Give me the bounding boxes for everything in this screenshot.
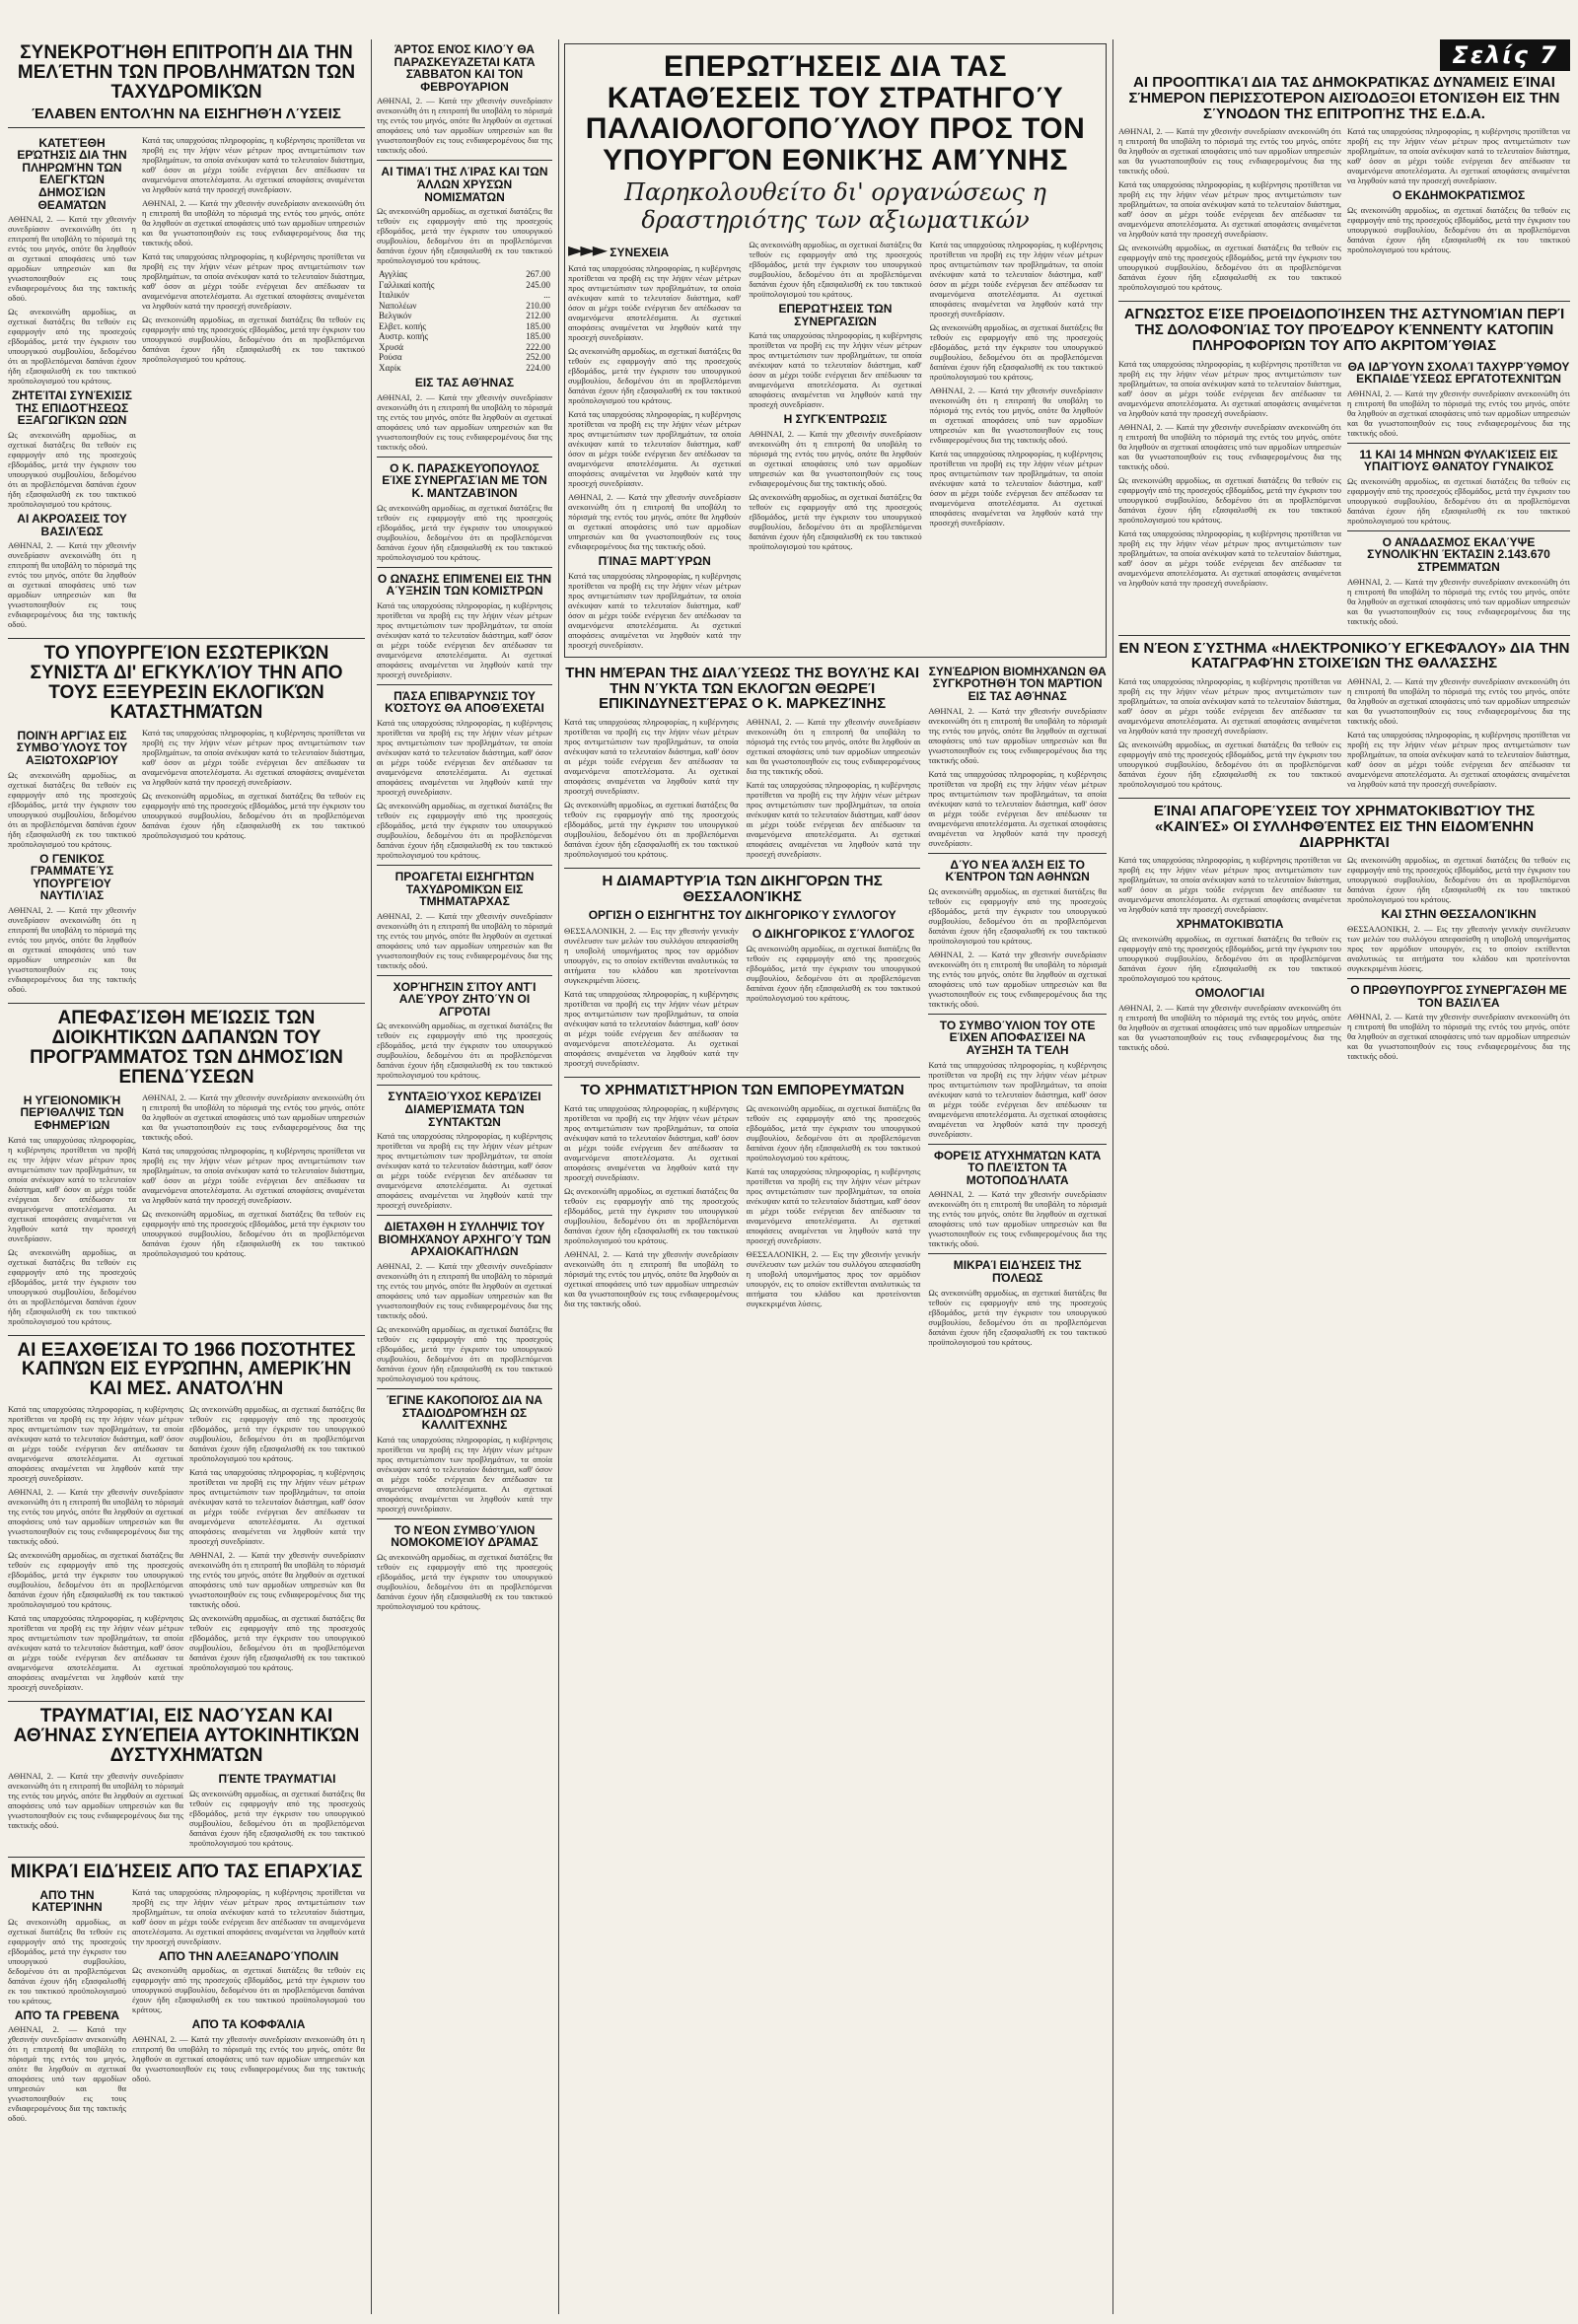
article-text: ΑΘΗΝΑΙ, 2. — Κατά την χθεσινήν συνεδρίασιν ανεκοινώθη ότι η επιτροπή θα υποβάλη το πόρισμά της εντός του μηνός, οπότε θα ληφθούν αι σχετικαί αποφάσεις υπό των αρμοδίων υπηρεσιών και θα γνωστοποιηθούν εις τους ενδιαφερομένους δια της τακτικής οδού. bbox=[1118, 1002, 1341, 1052]
article-text: Ως ανεκοινώθη αρμοδίως, αι σχετικαί διατάξεις θα τεθούν εις εφαρμογήν από της προσεχούς εβδομάδος, μετά την έγκρισιν του υπουργικού συμβουλίου, δεδομένου ότι αι προβλεπόμεναι δαπάναι έχουν ήδη εξασφαλισθή εκ του τακτικού προϋπολογισμού του κράτους. bbox=[1347, 475, 1570, 526]
headline: ΑΠΌ ΤΑ ΚΟΦΦΆΛΙΑ bbox=[191, 2017, 306, 2032]
article-text: Ως ανεκοινώθη αρμοδίως, αι σχετικαί διατάξεις θα τεθούν εις εφαρμογήν από της προσεχούς εβδομάδος, μετά την έγκρισιν του υπουργικού συμβουλίου, δεδομένου ότι αι προβλεπόμεναι δαπάναι έχουν ήδη εξασφαλισθή εκ του τακτικού προϋπολογισμού του κράτους. bbox=[568, 346, 742, 406]
article-text: Ως ανεκοινώθη αρμοδίως, αι σχετικαί διατάξεις θα τεθούν εις εφαρμογήν από της προσεχούς εβδομάδος, μετά την έγκρισιν του υπουργικού συμβουλίου, δεδομένου ότι αι προβλεπόμεναι δαπάναι έχουν ήδη εξασφαλισθή εκ του τακτικού προϋπολογισμού του κράτους. bbox=[142, 314, 365, 364]
headline: ΔΎΟ ΝΈΑ ΆΛΣΗ ΕΙΣ ΤΟ ΚΈΝΤΡΟΝ ΤΩΝ ΑΘΗΝΏΝ bbox=[945, 857, 1090, 884]
coin-price: 185.00 bbox=[526, 320, 550, 331]
column-3 bbox=[564, 39, 1107, 2314]
headline: ΚΑΤΕΤΈΘΗ ΕΡΏΤΗΣΙΣ ΔΙΑ ΤΗΝ ΠΛΗΡΩΜΉΝ ΤΩΝ ΕΛΕΓΚΤΏΝ ΔΗΜΟΣΊΩΝ ΘΕΑΜΆΤΩΝ bbox=[17, 135, 127, 212]
column-rule bbox=[1112, 39, 1113, 2314]
article-text: ΑΘΗΝΑΙ, 2. — Κατά την χθεσινήν συνεδρίασιν ανεκοινώθη ότι η επιτροπή θα υποβάλη το πόρισμά της εντός του μηνός, οπότε θα ληφθούν αι σχετικαί αποφάσεις υπό των αρμοδίων υπηρεσιών και θα γνωστοποιηθούν εις τους ενδιαφερομένους δια της τακτικής οδού. bbox=[8, 214, 136, 304]
article-text: Ως ανεκοινώθη αρμοδίως, αι σχετικαί διατάξεις θα τεθούν εις εφαρμογήν από της προσεχούς εβδομάδος, μετά την έγκρισιν του υπουργικού συμβουλίου, δεδομένου ότι αι προβλεπόμεναι δαπάναι έχουν ήδη εξασφαλισθή εκ του τακτικού προϋπολογισμού του κράτους. bbox=[564, 1185, 739, 1245]
headline: ΕΠΕΡΩΤΉΣΕΙΣ ΤΩΝ ΣΥΝΕΡΓΑΣΙΏΝ bbox=[778, 302, 893, 328]
article-text: ΑΘΗΝΑΙ, 2. — Κατά την χθεσινήν συνεδρίασιν ανεκοινώθη ότι η επιτροπή θα υποβάλη το πόρισμά της εντός του μηνός, οπότε θα ληφθούν αι σχετικαί αποφάσεις υπό των αρμοδίων υπηρεσιών και θα γνωστοποιηθούν εις τους ενδιαφερομένους δια της τακτικής οδού. bbox=[142, 1092, 365, 1142]
coin-price: 224.00 bbox=[526, 362, 550, 373]
article-text: ΘΕΣΣΑΛΟΝΙΚΗ, 2. — Εις την χθεσινήν γενικήν συνέλευσιν των μελών του συλλόγου απεφασίσθη η υποβολή υπομνήματος προς τον αρμόδιον υπουργόν, εις το οποίον εκτίθενται αναλυτικώς τα αιτήματα του κλάδου και προτείνονται συγκεκριμέναι λύσεις. bbox=[746, 1248, 921, 1308]
headline: ΑΠΌ ΤΗΝ ΑΛΕΞΑΝΔΡΟΎΠΟΛΙΝ bbox=[158, 1948, 339, 1963]
article-text: Κατά τας υπαρχούσας πληροφορίας, η κυβέρνησις προτίθεται να προβή εις την λήψιν νέων μέτρων προς αντιμετώπισιν των προβλημάτων, τα οποία ανέκυψαν κατά το τελευταίον διάστημα, καθ' όσον αι μέχρι τούδε ενέργειαι δεν απέδωσαν τα αναμενόμενα αποτελέσματα. Αι σχετικαί αποφάσεις αναμένεται να ληφθούν κατά την προσεχή συνεδρίασιν. bbox=[377, 1131, 552, 1211]
headline: ΑΠΕΦΑΣΊΣΘΗ ΜΕΊΩΣΙΣ ΤΩΝ ΔΙΟΙΚΗΤΙΚΏΝ ΔΑΠΑΝΏΝ ΤΟΥ ΠΡΟΓΡΆΜΜΑΤΟΣ ΤΩΝ ΔΗΜΟΣΊΩΝ ΕΠΕΝΔΎΣΕΩΝ bbox=[30, 1008, 343, 1088]
article-text: Κατά τας υπαρχούσας πληροφορίας, η κυβέρνησις προτίθεται να προβή εις την λήψιν νέων μέτρων προς αντιμετώπισιν των προβλημάτων, τα οποία ανέκυψαν κατά το τελευταίον διάστημα, καθ' όσον αι μέχρι τούδε ενέργειαι δεν απέδωσαν τα αναμενόμενα αποτελέσματα. Αι σχετικαί αποφάσεις αναμένεται να ληφθούν κατά την προσεχή συνεδρίασιν. bbox=[568, 570, 742, 650]
article-text: Κατά τας υπαρχούσας πληροφορίας, η κυβέρνησις προτίθεται να προβή εις την λήψιν νέων μέτρων προς αντιμετώπισιν των προβλημάτων, τα οποία ανέκυψαν κατά το τελευταίον διάστημα, καθ' όσον αι μέχρι τούδε ενέργειαι δεν απέδωσαν τα αναμενόμενα αποτελέσματα. Αι σχετικαί αποφάσεις αναμένεται να ληφθούν κατά την προσεχή συνεδρίασιν. bbox=[377, 717, 552, 797]
coin-price-row bbox=[377, 331, 552, 342]
coin-price: ... bbox=[543, 290, 550, 301]
headline: ΑΙ ΑΚΡΟΆΣΕΙΣ ΤΟΥ ΒΑΣΙΛΈΩΣ bbox=[17, 511, 127, 538]
continuation-label: ΣΥΝΕΧΕΙΑ bbox=[610, 246, 670, 260]
article-text: Κατά τας υπαρχούσας πληροφορίας, η κυβέρνησις προτίθεται να προβή εις την λήψιν νέων μέτρων προς αντιμετώπισιν των προβλημάτων, τα οποία ανέκυψαν κατά το τελευταίον διάστημα, καθ' όσον αι μέχρι τούδε ενέργειαι δεν απέδωσαν τα αναμενόμενα αποτελέσματα. Αι σχετικαί αποφάσεις αναμένεται να ληφθούν κατά την προσεχή συνεδρίασιν. bbox=[1347, 126, 1570, 186]
headline: ΧΡΗΜΑΤΟΚΙΒΏΤΙΑ bbox=[1176, 917, 1284, 932]
article-text: ΑΘΗΝΑΙ, 2. — Κατά την χθεσινήν συνεδρίασιν ανεκοινώθη ότι η επιτροπή θα υποβάλη το πόρισμά της εντός του μηνός, οπότε θα ληφθούν αι σχετικαί αποφάσεις υπό των αρμοδίων υπηρεσιών και θα γνωστοποιηθούν εις τους ενδιαφερομένους δια της τακτικής οδού. bbox=[929, 386, 1103, 446]
article-text: Κατά τας υπαρχούσας πληροφορίας, η κυβέρνησις προτίθεται να προβή εις την λήψιν νέων μέτρων προς αντιμετώπισιν των προβλημάτων, τα οποία ανέκυψαν κατά το τελευταίον διάστημα, καθ' όσον αι μέχρι τούδε ενέργειαι δεν απέδωσαν τα αναμενόμενα αποτελέσματα. Αι σχετικαί αποφάσεις αναμένεται να ληφθούν κατά την προσεχή συνεδρίασιν. bbox=[142, 727, 365, 787]
coin-price-row bbox=[377, 311, 552, 321]
article-text: ΑΘΗΝΑΙ, 2. — Κατά την χθεσινήν συνεδρίασιν ανεκοινώθη ότι η επιτροπή θα υποβάλη το πόρισμά της εντός του μηνός, οπότε θα ληφθούν αι σχετικαί αποφάσεις υπό των αρμοδίων υπηρεσιών και θα γνωστοποιηθούν εις τους ενδιαφερομένους δια της τακτικής οδού. bbox=[928, 705, 1107, 765]
coin-price: 245.00 bbox=[526, 279, 550, 290]
article-text: Ως ανεκοινώθη αρμοδίως, αι σχετικαί διατάξεις θα τεθούν εις εφαρμογήν από της προσεχούς εβδομάδος, μετά την έγκρισιν του υπουργικού συμβουλίου, δεδομένου ότι αι προβλεπόμεναι δαπάναι έχουν ήδη εξασφαλισθή εκ του τακτικού προϋπολογισμού του κράτους. bbox=[746, 1102, 921, 1162]
article-text: ΑΘΗΝΑΙ, 2. — Κατά την χθεσινήν συνεδρίασιν ανεκοινώθη ότι η επιτροπή θα υποβάλη το πόρισμά της εντός του μηνός, οπότε θα ληφθούν αι σχετικαί αποφάσεις υπό των αρμοδίων υπηρεσιών και θα γνωστοποιηθούν εις τους ενδιαφερομένους δια της τακτικής οδού. bbox=[377, 1261, 552, 1321]
article-text: Κατά τας υπαρχούσας πληροφορίας, η κυβέρνησις προτίθεται να προβή εις την λήψιν νέων μέτρων προς αντιμετώπισιν των προβλημάτων, τα οποία ανέκυψαν κατά το τελευταίον διάστημα, καθ' όσον αι μέχρι τούδε ενέργειαι δεν απέδωσαν τα αναμενόμενα αποτελέσματα. Αι σχετικαί αποφάσεις αναμένεται να ληφθούν κατά την προσεχή συνεδρίασιν. bbox=[1118, 676, 1341, 737]
headline: ΔΙΕΤΑΧΘΗ Η ΣΥΛΛΗΨΙΣ ΤΟΥ ΒΙΟΜΗΧΆΝΟΥ ΑΡΧΗΓΟΎ ΤΩΝ ΑΡΧΑΙΟΚΑΠΉΛΩΝ bbox=[378, 1220, 551, 1259]
coin-price-row bbox=[377, 280, 552, 291]
article-text: Κατά τας υπαρχούσας πληροφορίας, η κυβέρνησις προτίθεται να προβή εις την λήψιν νέων μέτρων προς αντιμετώπισιν των προβλημάτων, τα οποία ανέκυψαν κατά το τελευταίον διάστημα, καθ' όσον αι μέχρι τούδε ενέργειαι δεν απέδωσαν τα αναμενόμενα αποτελέσματα. Αι σχετικαί αποφάσεις αναμένεται να ληφθούν κατά την προσεχή συνεδρίασιν. bbox=[928, 768, 1107, 848]
article-text: ΑΘΗΝΑΙ, 2. — Κατά την χθεσινήν συνεδρίασιν ανεκοινώθη ότι η επιτροπή θα υποβάλη το πόρισμά της εντός του μηνός, οπότε θα ληφθούν αι σχετικαί αποφάσεις υπό των αρμοδίων υπηρεσιών και θα γνωστοποιηθούν εις τους ενδιαφερομένους δια της τακτικής οδού. bbox=[377, 96, 552, 156]
article-text: Κατά τας υπαρχούσας πληροφορίας, η κυβέρνησις προτίθεται να προβή εις την λήψιν νέων μέτρων προς αντιμετώπισιν των προβλημάτων, τα οποία ανέκυψαν κατά το τελευταίον διάστημα, καθ' όσον αι μέχρι τούδε ενέργειαι δεν απέδωσαν τα αναμενόμενα αποτελέσματα. Αι σχετικαί αποφάσεις αναμένεται να ληφθούν κατά την προσεχή συνεδρίασιν. bbox=[749, 330, 922, 410]
coin-price: 252.00 bbox=[526, 352, 550, 363]
coin-price-table bbox=[377, 269, 552, 373]
headline: ΦΟΡΕΊΣ ΑΤΥΧΗΜΆΤΩΝ ΚΑΤΆ ΤΟ ΠΛΕΊΣΤΟΝ ΤΑ ΜΟΤΟΠΟΔΉΛΑΤΑ bbox=[933, 1148, 1102, 1187]
article-text: ΑΘΗΝΑΙ, 2. — Κατά την χθεσινήν συνεδρίασιν ανεκοινώθη ότι η επιτροπή θα υποβάλη το πόρισμά της εντός του μηνός, οπότε θα ληφθούν αι σχετικαί αποφάσεις υπό των αρμοδίων υπηρεσιών και θα γνωστοποιηθούν εις τους ενδιαφερομένους δια της τακτικής οδού. bbox=[142, 197, 365, 247]
headline: Η ΔΙΑΜΑΡΤΥΡΊΑ ΤΩΝ ΔΙΚΗΓΌΡΩΝ ΤΗΣ ΘΕΣΣΑΛΟΝΊΚΗΣ bbox=[602, 873, 883, 905]
article-text: ΘΕΣΣΑΛΟΝΙΚΗ, 2. — Εις την χθεσινήν γενικήν συνέλευσιν των μελών του συλλόγου απεφασίσθη η υποβολή υπομνήματος προς τον αρμόδιον υπουργόν, εις το οποίον εκτίθενται αναλυτικώς τα αιτήματα του κλάδου και προτείνονται συγκεκριμέναι λύσεις. bbox=[1347, 924, 1570, 973]
arrow-icon: ►►► bbox=[568, 238, 606, 262]
article-text: ΑΘΗΝΑΙ, 2. — Κατά την χθεσινήν συνεδρίασιν ανεκοινώθη ότι η επιτροπή θα υποβάλη το πόρισμά της εντός του μηνός, οπότε θα ληφθούν αι σχετικαί αποφάσεις υπό των αρμοδίων υπηρεσιών και θα γνωστοποιηθούν εις τους ενδιαφερομένους δια της τακτικής οδού. bbox=[1347, 1012, 1570, 1062]
article-text: ΑΘΗΝΑΙ, 2. — Κατά την χθεσινήν συνεδρίασιν ανεκοινώθη ότι η επιτροπή θα υποβάλη το πόρισμά της εντός του μηνός, οπότε θα ληφθούν αι σχετικαί αποφάσεις υπό των αρμοδίων υπηρεσιών και θα γνωστοποιηθούν εις τους ενδιαφερομένους δια της τακτικής οδού. bbox=[8, 1771, 183, 1831]
headline: Ο ΩΝΆΣΗΣ ΕΠΙΜΈΝΕΙ ΕΙΣ ΤΗΝ ΑΎΞΗΣΙΝ ΤΩΝ ΚΟΜΙΣΤΡΩΝ bbox=[377, 571, 552, 599]
headline: Ο ΔΙΚΗΓΟΡΙΚΌΣ ΣΎΛΛΟΓΟΣ bbox=[752, 927, 915, 942]
headline: ΠΟΙΝΉ ΑΡΓΊΑΣ ΕΙΣ ΣΥΜΒΟΎΛΟΥΣ ΤΟΥ ΑΞΙΩΤΟΧΩΡΊΟΥ bbox=[16, 728, 128, 768]
article-text: Ως ανεκοινώθη αρμοδίως, αι σχετικαί διατάξεις θα τεθούν εις εφαρμογήν από της προσεχούς εβδομάδος, μετά την έγκρισιν του υπουργικού συμβουλίου, δεδομένου ότι αι προβλεπόμεναι δαπάναι έχουν ήδη εξασφαλισθή εκ του τακτικού προϋπολογισμού του κράτους. bbox=[189, 1788, 365, 1848]
article-text: ΑΘΗΝΑΙ, 2. — Κατά την χθεσινήν συνεδρίασιν ανεκοινώθη ότι η επιτροπή θα υποβάλη το πόρισμά της εντός του μηνός, οπότε θα ληφθούν αι σχετικαί αποφάσεις υπό των αρμοδίων υπηρεσιών και θα γνωστοποιηθούν εις τους ενδιαφερομένους δια της τακτικής οδού. bbox=[928, 1189, 1107, 1249]
article-text: ΑΘΗΝΑΙ, 2. — Κατά την χθεσινήν συνεδρίασιν ανεκοινώθη ότι η επιτροπή θα υποβάλη το πόρισμά της εντός του μηνός, οπότε θα ληφθούν αι σχετικαί αποφάσεις υπό των αρμοδίων υπηρεσιών και θα γνωστοποιηθούν εις τους ενδιαφερομένους δια της τακτικής οδού. bbox=[1347, 387, 1570, 438]
coin-price: 222.00 bbox=[526, 341, 550, 352]
article-text: Κατά τας υπαρχούσας πληροφορίας, η κυβέρνησις προτίθεται να προβή εις την λήψιν νέων μέτρων προς αντιμετώπισιν των προβλημάτων, τα οποία ανέκυψαν κατά το τελευταίον διάστημα, καθ' όσον αι μέχρι τούδε ενέργειαι δεν απέδωσαν τα αναμενόμενα αποτελέσματα. Αι σχετικαί αποφάσεις αναμένεται να ληφθούν κατά την προσεχή συνεδρίασιν. bbox=[142, 250, 365, 311]
article-text: ΑΘΗΝΑΙ, 2. — Κατά την χθεσινήν συνεδρίασιν ανεκοινώθη ότι η επιτροπή θα υποβάλη το πόρισμά της εντός του μηνός, οπότε θα ληφθούν αι σχετικαί αποφάσεις υπό των αρμοδίων υπηρεσιών και θα γνωστοποιηθούν εις τους ενδιαφερομένους δια της τακτικής οδού. bbox=[189, 1550, 365, 1610]
article-text: Ως ανεκοινώθη αρμοδίως, αι σχετικαί διατάξεις θα τεθούν εις εφαρμογήν από της προσεχούς εβδομάδος, μετά την έγκρισιν του υπουργικού συμβουλίου, δεδομένου ότι αι προβλεπόμεναι δαπάναι έχουν ήδη εξασφαλισθή εκ του τακτικού προϋπολογισμού του κράτους. bbox=[8, 429, 136, 509]
article-text: Ως ανεκοινώθη αρμοδίως, αι σχετικαί διατάξεις θα τεθούν εις εφαρμογήν από της προσεχούς εβδομάδος, μετά την έγκρισιν του υπουργικού συμβουλίου, δεδομένου ότι αι προβλεπόμεναι δαπάναι έχουν ήδη εξασφαλισθή εκ του τακτικού προϋπολογισμού του κράτους. bbox=[8, 769, 136, 849]
article-text: Κατά τας υπαρχούσας πληροφορίας, η κυβέρνησις προτίθεται να προβή εις την λήψιν νέων μέτρων προς αντιμετώπισιν των προβλημάτων, τα οποία ανέκυψαν κατά το τελευταίον διάστημα, καθ' όσον αι μέχρι τούδε ενέργειαι δεν απέδωσαν τα αναμενόμενα αποτελέσματα. Αι σχετικαί αποφάσεις αναμένεται να ληφθούν κατά την προσεχή συνεδρίασιν. bbox=[132, 1886, 365, 1946]
coin-name: Ρούσα bbox=[379, 352, 402, 363]
article-text: ΑΘΗΝΑΙ, 2. — Κατά την χθεσινήν συνεδρίασιν ανεκοινώθη ότι η επιτροπή θα υποβάλη το πόρισμά της εντός του μηνός, οπότε θα ληφθούν αι σχετικαί αποφάσεις υπό των αρμοδίων υπηρεσιών και θα γνωστοποιηθούν εις τους ενδιαφερομένους δια της τακτικής οδού. bbox=[1347, 676, 1570, 727]
headline: ΣΥΝΈΔΡΙΟΝ ΒΙΟΜΗΧΆΝΩΝ ΘΑ ΣΥΓΚΡΟΤΗΘΉ ΤΟΝ ΜΆΡΤΙΟΝ ΕΙΣ ΤΑΣ ΑΘΉΝΑΣ bbox=[928, 664, 1107, 703]
article-text: Ως ανεκοινώθη αρμοδίως, αι σχετικαί διατάξεις θα τεθούν εις εφαρμογήν από της προσεχούς εβδομάδος, μετά την έγκρισιν του υπουργικού συμβουλίου, δεδομένου ότι αι προβλεπόμεναι δαπάναι έχουν ήδη εξασφαλισθή εκ του τακτικού προϋπολογισμού του κράτους. bbox=[377, 1552, 552, 1611]
article-text: Κατά τας υπαρχούσας πληροφορίας, η κυβέρνησις προτίθεται να προβή εις την λήψιν νέων μέτρων προς αντιμετώπισιν των προβλημάτων, τα οποία ανέκυψαν κατά το τελευταίον διάστημα, καθ' όσον αι μέχρι τούδε ενέργειαι δεν απέδωσαν τα αναμενόμενα αποτελέσματα. Αι σχετικαί αποφάσεις αναμένεται να ληφθούν κατά την προσεχή συνεδρίασιν. bbox=[564, 1102, 739, 1182]
headline: ΤΟ ΝΈΟΝ ΣΥΜΒΟΎΛΙΟΝ ΝΟΜΟΚΟΜΕΊΟΥ ΔΡΆΜΑΣ bbox=[391, 1522, 538, 1550]
article-text: Ως ανεκοινώθη αρμοδίως, αι σχετικαί διατάξεις θα τεθούν εις εφαρμογήν από της προσεχούς εβδομάδος, μετά την έγκρισιν του υπουργικού συμβουλίου, δεδομένου ότι αι προβλεπόμεναι δαπάναι έχουν ήδη εξασφαλισθή εκ του τακτικού προϋπολογισμού του κράτους. bbox=[8, 307, 136, 387]
column-rule bbox=[371, 39, 372, 2314]
headline: ΖΗΤΕΊΤΑΙ ΣΥΝΈΧΙΣΙΣ ΤΗΣ ΕΠΙΔΟΤΉΣΕΩΣ ΕΞΑΓΩΓΙΚΏΝ ΩΏΝ bbox=[12, 388, 132, 428]
article-text: Ως ανεκοινώθη αρμοδίως, αι σχετικαί διατάξεις θα τεθούν εις εφαρμογήν από της προσεχούς εβδομάδος, μετά την έγκρισιν του υπουργικού συμβουλίου, δεδομένου ότι αι προβλεπόμεναι δαπάναι έχουν ήδη εξασφαλισθή εκ του τακτικού προϋπολογισμού του κράτους. bbox=[1118, 474, 1341, 525]
headline: ΣΥΝΕΚΡΟΤΉΘΗ ΕΠΙΤΡΟΠΉ ΔΙΑ ΤΗΝ ΜΕΛΈΤΗΝ ΤΩΝ ΠΡΟΒΛΗΜΆΤΩΝ ΤΩΝ ΤΑΧΥΔΡΟΜΙΚΏΝ bbox=[17, 42, 356, 103]
article-text: Ως ανεκοινώθη αρμοδίως, αι σχετικαί διατάξεις θα τεθούν εις εφαρμογήν από της προσεχούς εβδομάδος, μετά την έγκρισιν του υπουργικού συμβουλίου, δεδομένου ότι αι προβλεπόμεναι δαπάναι έχουν ήδη εξασφαλισθή εκ του τακτικού προϋπολογισμού του κράτους. bbox=[189, 1404, 365, 1464]
headline: ΠΡΟΆΓΕΤΑΙ ΕΙΣΗΓΗΤΏΝ ΤΑΧΥΔΡΟΜΙΚΏΝ ΕΙΣ ΤΜΗΜΑΤΆΡΧΑΣ bbox=[394, 869, 535, 909]
article-text: Κατά τας υπαρχούσας πληροφορίας, η κυβέρνησις προτίθεται να προβή εις την λήψιν νέων μέτρων προς αντιμετώπισιν των προβλημάτων, τα οποία ανέκυψαν κατά το τελευταίον διάστημα, καθ' όσον αι μέχρι τούδε ενέργειαι δεν απέδωσαν τα αναμενόμενα αποτελέσματα. Αι σχετικαί αποφάσεις αναμένεται να ληφθούν κατά την προσεχή συνεδρίασιν. bbox=[568, 409, 742, 489]
article-text: ΑΘΗΝΑΙ, 2. — Κατά την χθεσινήν συνεδρίασιν ανεκοινώθη ότι η επιτροπή θα υποβάλη το πόρισμά της εντός του μηνός, οπότε θα ληφθούν αι σχετικαί αποφάσεις υπό των αρμοδίων υπηρεσιών και θα γνωστοποιηθούν εις τους ενδιαφερομένους δια της τακτικής οδού. bbox=[132, 2033, 365, 2083]
headline: ΠΊΝΑΞ ΜΑΡΤΎΡΩΝ bbox=[598, 554, 711, 569]
headline: ΤΟ ΧΡΗΜΑΤΙΣΤΉΡΙΟΝ ΤΩΝ ΕΜΠΟΡΕΥΜΆΤΩΝ bbox=[580, 1082, 904, 1099]
headline: Ο Κ. ΠΑΡΑΣΚΕΥΌΠΟΥΛΟΣ ΕΊΧΕ ΣΥΝΕΡΓΑΣΊΑΝ ΜΕ ΤΟΝ Κ. ΜΑΝΤΖΑΒΊΝΟΝ bbox=[382, 460, 547, 500]
headline: ΜΙΚΡΑΊ ΕΙΔΉΣΕΙΣ ΑΠΌ ΤΑΣ ΕΠΑΡΧΊΑΣ bbox=[10, 1861, 363, 1882]
coin-name: Χαρίκ bbox=[379, 362, 401, 373]
headline: ΟΜΟΛΟΓΊΑΙ bbox=[1194, 986, 1265, 1000]
article-text: Ως ανεκοινώθη αρμοδίως, αι σχετικαί διατάξεις θα τεθούν εις εφαρμογήν από της προσεχούς εβδομάδος, μετά την έγκρισιν του υπουργικού συμβουλίου, δεδομένου ότι αι προβλεπόμεναι δαπάναι έχουν ήδη εξασφαλισθή εκ του τακτικού προϋπολογισμού του κράτους. bbox=[1118, 243, 1341, 293]
article-text: Ως ανεκοινώθη αρμοδίως, αι σχετικαί διατάξεις θα τεθούν εις εφαρμογήν από της προσεχούς εβδομάδος, μετά την έγκρισιν του υπουργικού συμβουλίου, δεδομένου ότι αι προβλεπόμεναι δαπάναι έχουν ήδη εξασφαλισθή εκ του τακτικού προϋπολογισμού του κράτους. bbox=[377, 800, 552, 860]
coin-name: Αυστρ. κοπής bbox=[379, 331, 429, 342]
headline: Η ΥΓΕΙΟΝΟΜΙΚΉ ΠΕΡΊΘΑΛΨΙΣ ΤΩΝ ΕΦΗΜΕΡΊΩΝ bbox=[20, 1092, 124, 1132]
coin-price: 210.00 bbox=[526, 300, 550, 311]
article-text: Κατά τας υπαρχούσας πληροφορίας, η κυβέρνησις προτίθεται να προβή εις την λήψιν νέων μέτρων προς αντιμετώπισιν των προβλημάτων, τα οποία ανέκυψαν κατά το τελευταίον διάστημα, καθ' όσον αι μέχρι τούδε ενέργειαι δεν απέδωσαν τα αναμενόμενα αποτελέσματα. Αι σχετικαί αποφάσεις αναμένεται να ληφθούν κατά την προσεχή συνεδρίασιν. bbox=[564, 989, 739, 1069]
headline: Ο ΑΝΆΔΑΣΜΟΣ ΕΚΑΛΎΨΕ ΣΥΝΟΛΙΚΉΝ ΈΚΤΑΣΙΝ 2.143.670 ΣΤΡΕΜΜΆΤΩΝ bbox=[1367, 534, 1550, 575]
article-text: Ως ανεκοινώθη αρμοδίως, αι σχετικαί διατάξεις θα τεθούν εις εφαρμογήν από της προσεχούς εβδομάδος, μετά την έγκρισιν του υπουργικού συμβουλίου, δεδομένου ότι αι προβλεπόμεναι δαπάναι έχουν ήδη εξασφαλισθή εκ του τακτικού προϋπολογισμού του κράτους. bbox=[1118, 739, 1341, 790]
article-text: Κατά τας υπαρχούσας πληροφορίας, η κυβέρνησις προτίθεται να προβή εις την λήψιν νέων μέτρων προς αντιμετώπισιν των προβλημάτων, τα οποία ανέκυψαν κατά το τελευταίον διάστημα, καθ' όσον αι μέχρι τούδε ενέργειαι δεν απέδωσαν τα αναμενόμενα αποτελέσματα. Αι σχετικαί αποφάσεις αναμένεται να ληφθούν κατά την προσεχή συνεδρίασιν. bbox=[568, 263, 742, 343]
article-text: Ως ανεκοινώθη αρμοδίως, αι σχετικαί διατάξεις θα τεθούν εις εφαρμογήν από της προσεχούς εβδομάδος, μετά την έγκρισιν του υπουργικού συμβουλίου, δεδομένου ότι αι προβλεπόμεναι δαπάναι έχουν ήδη εξασφαλισθή εκ του τακτικού προϋπολογισμού του κράτους. bbox=[189, 1613, 365, 1673]
coin-name: Βελγικόν bbox=[379, 311, 412, 321]
headline: ΑΙ ΕΞΑΧΘΕΊΣΑΙ ΤΟ 1966 ΠΟΣΌΤΗΤΕΣ ΚΑΠΝΏΝ ΕΙΣ ΕΥΡΏΠΗΝ, ΑΜΕΡΙΚΉΝ ΚΑΙ ΜΕΣ. ΑΝΑΤΟΛΉΝ bbox=[17, 1339, 356, 1400]
article-text: Ως ανεκοινώθη αρμοδίως, αι σχετικαί διατάξεις θα τεθούν εις εφαρμογήν από της προσεχούς εβδομάδος, μετά την έγκρισιν του υπουργικού συμβουλίου, δεδομένου ότι αι προβλεπόμεναι δαπάναι έχουν ήδη εξασφαλισθή εκ του τακτικού προϋπολογισμού του κράτους. bbox=[8, 1916, 126, 2006]
headline: ΤΗΝ ΗΜΈΡΑΝ ΤΗΣ ΔΙΑΛΎΣΕΩΣ ΤΗΣ ΒΟΥΛΉΣ ΚΑΙ ΤΗΝ ΝΎΚΤΑ ΤΩΝ ΕΚΛΟΓΏΝ ΘΕΩΡΕΊ ΕΠΙΚΙΝΔΥΝΕΣΤΈΡΑΣ Ο Κ. ΜΑΡΚΕΖΊΝΗΣ bbox=[565, 664, 920, 713]
lead-story-box bbox=[564, 43, 1107, 658]
article-text: Κατά τας υπαρχούσας πληροφορίας, η κυβέρνησις προτίθεται να προβή εις την λήψιν νέων μέτρων προς αντιμετώπισιν των προβλημάτων, τα οποία ανέκυψαν κατά το τελευταίον διάστημα, καθ' όσον αι μέχρι τούδε ενέργειαι δεν απέδωσαν τα αναμενόμενα αποτελέσματα. Αι σχετικαί αποφάσεις αναμένεται να ληφθούν κατά την προσεχή συνεδρίασιν. bbox=[1118, 358, 1341, 418]
headline: ΣΥΝΤΑΞΙΟΎΧΟΣ ΚΕΡΔΊΖΕΙ ΔΙΑΜΕΡΊΣΜΑΤΑ ΤΩΝ ΣΥΝΤΑΚΤΏΝ bbox=[388, 1090, 541, 1129]
article-text: Ως ανεκοινώθη αρμοδίως, αι σχετικαί διατάξεις θα τεθούν εις εφαρμογήν από της προσεχούς εβδομάδος, μετά την έγκρισιν του υπουργικού συμβουλίου, δεδομένου ότι αι προβλεπόμεναι δαπάναι έχουν ήδη εξασφαλισθή εκ του τακτικού προϋπολογισμού του κράτους. bbox=[377, 206, 552, 266]
coin-price-row bbox=[377, 290, 552, 301]
article-text: Κατά τας υπαρχούσας πληροφορίας, η κυβέρνησις προτίθεται να προβή εις την λήψιν νέων μέτρων προς αντιμετώπισιν των προβλημάτων, τα οποία ανέκυψαν κατά το τελευταίον διάστημα, καθ' όσον αι μέχρι τούδε ενέργειαι δεν απέδωσαν τα αναμενόμενα αποτελέσματα. Αι σχετικαί αποφάσεις αναμένεται να ληφθούν κατά την προσεχή συνεδρίασιν. bbox=[1118, 528, 1341, 588]
coin-name: Ελβετ. κοπής bbox=[379, 320, 426, 331]
article-text: Ως ανεκοινώθη αρμοδίως, αι σχετικαί διατάξεις θα τεθούν εις εφαρμογήν από της προσεχούς εβδομάδος, μετά την έγκρισιν του υπουργικού συμβουλίου, δεδομένου ότι αι προβλεπόμεναι δαπάναι έχουν ήδη εξασφαλισθή εκ του τακτικού προϋπολογισμού του κράτους. bbox=[1347, 855, 1570, 905]
article-text: Ως ανεκοινώθη αρμοδίως, αι σχετικαί διατάξεις θα τεθούν εις εφαρμογήν από της προσεχούς εβδομάδος, μετά την έγκρισιν του υπουργικού συμβουλίου, δεδομένου ότι αι προβλεπόμεναι δαπάναι έχουν ήδη εξασφαλισθή εκ του τακτικού προϋπολογισμού του κράτους. bbox=[377, 502, 552, 562]
article-text: Κατά τας υπαρχούσας πληροφορίας, η κυβέρνησις προτίθεται να προβή εις την λήψιν νέων μέτρων προς αντιμετώπισιν των προβλημάτων, τα οποία ανέκυψαν κατά το τελευταίον διάστημα, καθ' όσον αι μέχρι τούδε ενέργειαι δεν απέδωσαν τα αναμενόμενα αποτελέσματα. Αι σχετικαί αποφάσεις αναμένεται να ληφθούν κατά την προσεχή συνεδρίασιν. bbox=[8, 1613, 183, 1693]
headline: ΈΛΑΒΕΝ ΕΝΤΟΛΉΝ ΝΑ ΕΙΣΗΓΗΘΉ ΛΎΣΕΙΣ bbox=[32, 105, 341, 122]
article-text: Ως ανεκοινώθη αρμοδίως, αι σχετικαί διατάξεις θα τεθούν εις εφαρμογήν από της προσεχούς εβδομάδος, μετά την έγκρισιν του υπουργικού συμβουλίου, δεδομένου ότι αι προβλεπόμεναι δαπάναι έχουν ήδη εξασφαλισθή εκ του τακτικού προϋπολογισμού του κράτους. bbox=[1118, 934, 1341, 983]
article-text: ΘΕΣΣΑΛΟΝΙΚΗ, 2. — Εις την χθεσινήν γενικήν συνέλευσιν των μελών του συλλόγου απεφασίσθη η υποβολή υπομνήματος προς τον αρμόδιον υπουργόν, εις το οποίον εκτίθενται αναλυτικώς τα αιτήματα του κλάδου και προτείνονται συγκεκριμέναι λύσεις. bbox=[564, 926, 739, 986]
headline: ΟΡΓΙΣΗ Ο ΕΙΣΗΓΗΤΉΣ ΤΟΥ ΔΙΚΗΓΟΡΙΚΟΎ ΣΥΛΛΌΓΟΥ bbox=[588, 907, 897, 922]
headline: ΘΑ ΙΔΡΎΟΥΝ ΣΧΟΛΑΊ ΤΑΧΥΡΡΎΘΜΟΥ ΕΚΠΑΙΔΕΎΣΕΩΣ ΕΡΓΑΤΟΤΕΧΝΙΤΏΝ bbox=[1347, 359, 1570, 387]
headline: ΜΙΚΡΑΊ ΕΙΔΉΣΕΙΣ ΤΗΣ ΠΌΛΕΩΣ bbox=[953, 1258, 1082, 1285]
article-text: Ως ανεκοινώθη αρμοδίως, αι σχετικαί διατάξεις θα τεθούν εις εφαρμογήν από της προσεχούς εβδομάδος, μετά την έγκρισιν του υπουργικού συμβουλίου, δεδομένου ότι αι προβλεπόμεναι δαπάναι έχουν ήδη εξασφαλισθή εκ του τακτικού προϋπολογισμού του κράτους. bbox=[142, 790, 365, 840]
headline: ΑΙ ΠΡΟΟΠΤΙΚΑΊ ΔΙΑ ΤΑΣ ΔΗΜΟΚΡΑΤΙΚΆΣ ΔΥΝΆΜΕΙΣ ΕΊΝΑΙ ΣΉΜΕΡΟΝ ΠΕΡΙΣΣΌΤΕΡΟΝ ΑΙΣΙΌΔΟΞΟΙ ΕΤΟΝΊΣΘΗ ΕΙΣ ΤΗΝ ΣΎΝΟΔΟΝ ΤΗΣ ΕΠΙΤΡΟΠΉΣ ΤΗΣ Ε.Δ.Α. bbox=[1128, 74, 1560, 122]
article-text: Ως ανεκοινώθη αρμοδίως, αι σχετικαί διατάξεις θα τεθούν εις εφαρμογήν από της προσεχούς εβδομάδος, μετά την έγκρισιν του υπουργικού συμβουλίου, δεδομένου ότι αι προβλεπόμεναι δαπάναι έχουν ήδη εξασφαλισθή εκ του τακτικού προϋπολογισμού του κράτους. bbox=[928, 885, 1107, 946]
article-text: Ως ανεκοινώθη αρμοδίως, αι σχετικαί διατάξεις θα τεθούν εις εφαρμογήν από της προσεχούς εβδομάδος, μετά την έγκρισιν του υπουργικού συμβουλίου, δεδομένου ότι αι προβλεπόμεναι δαπάναι έχουν ήδη εξασφαλισθή εκ του τακτικού προϋπολογισμού του κράτους. bbox=[377, 1324, 552, 1384]
article-text: Κατά τας υπαρχούσας πληροφορίας, η κυβέρνησις προτίθεται να προβή εις την λήψιν νέων μέτρων προς αντιμετώπισιν των προβλημάτων, τα οποία ανέκυψαν κατά το τελευταίον διάστημα, καθ' όσον αι μέχρι τούδε ενέργειαι δεν απέδωσαν τα αναμενόμενα αποτελέσματα. Αι σχετικαί αποφάσεις αναμένεται να ληφθούν κατά την προσεχή συνεδρίασιν. bbox=[8, 1134, 136, 1243]
coin-name: Ιταλικόν bbox=[379, 290, 409, 301]
article-text: ΑΘΗΝΑΙ, 2. — Κατά την χθεσινήν συνεδρίασιν ανεκοινώθη ότι η επιτροπή θα υποβάλη το πόρισμά της εντός του μηνός, οπότε θα ληφθούν αι σχετικαί αποφάσεις υπό των αρμοδίων υπηρεσιών και θα γνωστοποιηθούν εις τους ενδιαφερομένους δια της τακτικής οδού. bbox=[377, 910, 552, 970]
column-rule bbox=[558, 39, 559, 2314]
coin-price: 267.00 bbox=[526, 269, 550, 280]
article-text: Ως ανεκοινώθη αρμοδίως, αι σχετικαί διατάξεις θα τεθούν εις εφαρμογήν από της προσεχούς εβδομάδος, μετά την έγκρισιν του υπουργικού συμβουλίου, δεδομένου ότι αι προβλεπόμεναι δαπάναι έχουν ήδη εξασφαλισθή εκ του τακτικού προϋπολογισμού του κράτους. bbox=[132, 1965, 365, 2015]
article-text: ΑΘΗΝΑΙ, 2. — Κατά την χθεσινήν συνεδρίασιν ανεκοινώθη ότι η επιτροπή θα υποβάλη το πόρισμά της εντός του μηνός, οπότε θα ληφθούν αι σχετικαί αποφάσεις υπό των αρμοδίων υπηρεσιών και θα γνωστοποιηθούν εις τους ενδιαφερομένους δια της τακτικής οδού. bbox=[928, 949, 1107, 1009]
article-text: Κατά τας υπαρχούσας πληροφορίας, η κυβέρνησις προτίθεται να προβή εις την λήψιν νέων μέτρων προς αντιμετώπισιν των προβλημάτων, τα οποία ανέκυψαν κατά το τελευταίον διάστημα, καθ' όσον αι μέχρι τούδε ενέργειαι δεν απέδωσαν τα αναμενόμενα αποτελέσματα. Αι σχετικαί αποφάσεις αναμένεται να ληφθούν κατά την προσεχή συνεδρίασιν. bbox=[8, 1404, 183, 1484]
article-text: ΑΘΗΝΑΙ, 2. — Κατά την χθεσινήν συνεδρίασιν ανεκοινώθη ότι η επιτροπή θα υποβάλη το πόρισμά της εντός του μηνός, οπότε θα ληφθούν αι σχετικαί αποφάσεις υπό των αρμοδίων υπηρεσιών και θα γνωστοποιηθούν εις τους ενδιαφερομένους δια της τακτικής οδού. bbox=[8, 1487, 183, 1547]
article-text: ΑΘΗΝΑΙ, 2. — Κατά την χθεσινήν συνεδρίασιν ανεκοινώθη ότι η επιτροπή θα υποβάλη το πόρισμά της εντός του μηνός, οπότε θα ληφθούν αι σχετικαί αποφάσεις υπό των αρμοδίων υπηρεσιών και θα γνωστοποιηθούν εις τους ενδιαφερομένους δια της τακτικής οδού. bbox=[8, 2024, 126, 2124]
article-text: Ως ανεκοινώθη αρμοδίως, αι σχετικαί διατάξεις θα τεθούν εις εφαρμογήν από της προσεχούς εβδομάδος, μετά την έγκρισιν του υπουργικού συμβουλίου, δεδομένου ότι αι προβλεπόμεναι δαπάναι έχουν ήδη εξασφαλισθή εκ του τακτικού προϋπολογισμού του κράτους. bbox=[749, 240, 922, 300]
coin-price-row bbox=[377, 321, 552, 332]
article-text: Ως ανεκοινώθη αρμοδίως, αι σχετικαί διατάξεις θα τεθούν εις εφαρμογήν από της προσεχούς εβδομάδος, μετά την έγκρισιν του υπουργικού συμβουλίου, δεδομένου ότι αι προβλεπόμεναι δαπάναι έχουν ήδη εξασφαλισθή εκ του τακτικού προϋπολογισμού του κράτους. bbox=[142, 1208, 365, 1258]
headline: ΤΟ ΣΥΜΒΟΎΛΙΟΝ ΤΟΥ ΟΤΕ ΕΊΧΕΝ ΑΠΟΦΑΣΊΣΕΙ ΝΑ ΑΥΞΗΣΗ ΤΑ ΤΈΛΗ bbox=[939, 1018, 1096, 1057]
article-text: ΑΘΗΝΑΙ, 2. — Κατά την χθεσινήν συνεδρίασιν ανεκοινώθη ότι η επιτροπή θα υποβάλη το πόρισμά της εντός του μηνός, οπότε θα ληφθούν αι σχετικαί αποφάσεις υπό των αρμοδίων υπηρεσιών και θα γνωστοποιηθούν εις τους ενδιαφερομένους δια της τακτικής οδού. bbox=[568, 492, 742, 552]
article-text: ΑΘΗΝΑΙ, 2. — Κατά την χθεσινήν συνεδρίασιν ανεκοινώθη ότι η επιτροπή θα υποβάλη το πόρισμά της εντός του μηνός, οπότε θα ληφθούν αι σχετικαί αποφάσεις υπό των αρμοδίων υπηρεσιών και θα γνωστοποιηθούν εις τους ενδιαφερομένους δια της τακτικής οδού. bbox=[8, 905, 136, 994]
headline: Ο ΕΚΔΗΜΟΚΡΑΤΙΣΜΌΣ bbox=[1392, 188, 1526, 203]
article-text: Κατά τας υπαρχούσας πληροφορίας, η κυβέρνησις προτίθεται να προβή εις την λήψιν νέων μέτρων προς αντιμετώπισιν των προβλημάτων, τα οποία ανέκυψαν κατά το τελευταίον διάστημα, καθ' όσον αι μέχρι τούδε ενέργειαι δεν απέδωσαν τα αναμενόμενα αποτελέσματα. Αι σχετικαί αποφάσεις αναμένεται να ληφθούν κατά την προσεχή συνεδρίασιν. bbox=[377, 599, 552, 679]
headline: ΆΡΤΟΣ ΕΝΌΣ ΚΙΛΟΎ ΘΑ ΠΑΡΑΣΚΕΥΆΖΕΤΑΙ ΚΑΤΆ ΣΆΒΒΑΤΟΝ ΚΑΙ ΤΟΝ ΦΕΒΡΟΥΆΡΙΟΝ bbox=[394, 42, 536, 94]
headline: Η ΣΥΓΚΈΝΤΡΩΣΙΣ bbox=[783, 412, 888, 427]
article-text: Ως ανεκοινώθη αρμοδίως, αι σχετικαί διατάξεις θα τεθούν εις εφαρμογήν από της προσεχούς εβδομάδος, μετά την έγκρισιν του υπουργικού συμβουλίου, δεδομένου ότι αι προβλεπόμεναι δαπάναι έχουν ήδη εξασφαλισθή εκ του τακτικού προϋπολογισμού του κράτους. bbox=[929, 322, 1103, 383]
article-text: Κατά τας υπαρχούσας πληροφορίας, η κυβέρνησις προτίθεται να προβή εις την λήψιν νέων μέτρων προς αντιμετώπισιν των προβλημάτων, τα οποία ανέκυψαν κατά το τελευταίον διάστημα, καθ' όσον αι μέχρι τούδε ενέργειαι δεν απέδωσαν τα αναμενόμενα αποτελέσματα. Αι σχετικαί αποφάσεις αναμένεται να ληφθούν κατά την προσεχή συνεδρίασιν. bbox=[746, 780, 921, 860]
headline: 11 ΚΑΙ 14 ΜΗΝΏΝ ΦΥΛΑΚΊΣΕΙΣ ΕΙΣ ΥΠΑΙΤΊΟΥΣ ΘΑΝΆΤΟΥ ΓΥΝΑΙΚΌΣ bbox=[1359, 447, 1558, 474]
article-text: ΑΘΗΝΑΙ, 2. — Κατά την χθεσινήν συνεδρίασιν ανεκοινώθη ότι η επιτροπή θα υποβάλη το πόρισμά της εντός του μηνός, οπότε θα ληφθούν αι σχετικαί αποφάσεις υπό των αρμοδίων υπηρεσιών και θα γνωστοποιηθούν εις τους ενδιαφερομένους δια της τακτικής οδού. bbox=[746, 717, 921, 777]
article-text: Ως ανεκοινώθη αρμοδίως, αι σχετικαί διατάξεις θα τεθούν εις εφαρμογήν από της προσεχούς εβδομάδος, μετά την έγκρισιν του υπουργικού συμβουλίου, δεδομένου ότι αι προβλεπόμεναι δαπάναι έχουν ήδη εξασφαλισθή εκ του τακτικού προϋπολογισμού του κράτους. bbox=[928, 1287, 1107, 1347]
page-number-logo: Σελίς 7 bbox=[1440, 39, 1570, 71]
headline: ΑΓΝΩΣΤΟΣ ΕΊΣΕ ΠΡΟΕΙΔΟΠΟΊΗΣΕΝ ΤΗΣ ΑΣΤΥΝΟΜΊΑΝ ΠΕΡΊ ΤΗΣ ΔΟΛΟΦΟΝΊΑΣ ΤΟΥ ΠΡΟΈΔΡΟΥ ΚΈΝΝΕΝΤΥ ΚΑΤΌΠΙΝ ΠΛΗΡΟΦΟΡΙΏΝ ΤΟΥ ΑΠΌ ΑΚΡΙΤΟΜΎΘΙΑΣ bbox=[1123, 306, 1565, 354]
article-text: ΑΘΗΝΑΙ, 2. — Κατά την χθεσινήν συνεδρίασιν ανεκοινώθη ότι η επιτροπή θα υποβάλη το πόρισμά της εντός του μηνός, οπότε θα ληφθούν αι σχετικαί αποφάσεις υπό των αρμοδίων υπηρεσιών και θα γνωστοποιηθούν εις τους ενδιαφερομένους δια της τακτικής οδού. bbox=[1347, 576, 1570, 626]
lead-subtitle: Παρηκολουθείτο δι' οργανώσεως η δραστηριότης των αξιωματικών bbox=[624, 178, 1046, 234]
coin-price-row bbox=[377, 342, 552, 353]
article-text: Ως ανεκοινώθη αρμοδίως, αι σχετικαί διατάξεις θα τεθούν εις εφαρμογήν από της προσεχούς εβδομάδος, μετά την έγκρισιν του υπουργικού συμβουλίου, δεδομένου ότι αι προβλεπόμεναι δαπάναι έχουν ήδη εξασφαλισθή εκ του τακτικού προϋπολογισμού του κράτους. bbox=[1347, 204, 1570, 254]
headline: ΕΊΝΑΙ ΑΠΑΓΟΡΕΎΣΕΙΣ ΤΟΥ ΧΡΗΜΑΤΟΚΙΒΩΤΊΟΥ ΤΗΣ «ΚΑΙΝΈΣ» ΟΙ ΣΥΛΛΗΦΘΈΝΤΕΣ ΕΙΣ ΤΗΝ ΕΙΔΟΜΈΝΗΝ ΔΙΑΡΡΗΚΤΆΙ bbox=[1153, 803, 1536, 851]
article-text: Κατά τας υπαρχούσας πληροφορίας, η κυβέρνησις προτίθεται να προβή εις την λήψιν νέων μέτρων προς αντιμετώπισιν των προβλημάτων, τα οποία ανέκυψαν κατά το τελευταίον διάστημα, καθ' όσον αι μέχρι τούδε ενέργειαι δεν απέδωσαν τα αναμενόμενα αποτελέσματα. Αι σχετικαί αποφάσεις αναμένεται να ληφθούν κατά την προσεχή συνεδρίασιν. bbox=[189, 1467, 365, 1547]
column-2 bbox=[377, 39, 552, 2314]
coin-name: Χρυσά bbox=[379, 341, 404, 352]
article-text: Ως ανεκοινώθη αρμοδίως, αι σχετικαί διατάξεις θα τεθούν εις εφαρμογήν από της προσεχούς εβδομάδος, μετά την έγκρισιν του υπουργικού συμβουλίου, δεδομένου ότι αι προβλεπόμεναι δαπάναι έχουν ήδη εξασφαλισθή εκ του τακτικού προϋπολογισμού του κράτους. bbox=[746, 943, 921, 1003]
headline: ΤΟ ΥΠΟΥΡΓΕΊΟΝ ΕΣΩΤΕΡΙΚΏΝ ΣΥΝΙΣΤΆ ΔΙ' ΕΓΚΥΚΛΊΟΥ ΤΗΝ ΑΠΟ ΤΟΥΣ ΕΞΕΥΡΕΣΙΝ ΕΚΛΟΓΙΚΏΝ ΚΑΤΑΣΤΗΜΆΤΩΝ bbox=[30, 643, 343, 723]
article-text: ΑΘΗΝΑΙ, 2. — Κατά την χθεσινήν συνεδρίασιν ανεκοινώθη ότι η επιτροπή θα υποβάλη το πόρισμά της εντός του μηνός, οπότε θα ληφθούν αι σχετικαί αποφάσεις υπό των αρμοδίων υπηρεσιών και θα γνωστοποιηθούν εις τους ενδιαφερομένους δια της τακτικής οδού. bbox=[749, 428, 922, 488]
article-text: ΑΘΗΝΑΙ, 2. — Κατά την χθεσινήν συνεδρίασιν ανεκοινώθη ότι η επιτροπή θα υποβάλη το πόρισμά της εντός του μηνός, οπότε θα ληφθούν αι σχετικαί αποφάσεις υπό των αρμοδίων υπηρεσιών και θα γνωστοποιηθούν εις τους ενδιαφερομένους δια της τακτικής οδού. bbox=[1118, 126, 1341, 176]
article-text: Κατά τας υπαρχούσας πληροφορίας, η κυβέρνησις προτίθεται να προβή εις την λήψιν νέων μέτρων προς αντιμετώπισιν των προβλημάτων, τα οποία ανέκυψαν κατά το τελευταίον διάστημα, καθ' όσον αι μέχρι τούδε ενέργειαι δεν απέδωσαν τα αναμενόμενα αποτελέσματα. Αι σχετικαί αποφάσεις αναμένεται να ληφθούν κατά την προσεχή συνεδρίασιν. bbox=[746, 1165, 921, 1245]
coin-price-row bbox=[377, 269, 552, 280]
article-text: Ως ανεκοινώθη αρμοδίως, αι σχετικαί διατάξεις θα τεθούν εις εφαρμογήν από της προσεχούς εβδομάδος, μετά την έγκρισιν του υπουργικού συμβουλίου, δεδομένου ότι αι προβλεπόμεναι δαπάναι έχουν ήδη εξασφαλισθή εκ του τακτικού προϋπολογισμού του κράτους. bbox=[8, 1550, 183, 1610]
headline: ΕΝ ΝΈΟΝ ΣΎΣΤΗΜΑ «ΗΛΕΚΤΡΟΝΙΚΟΎ ΕΓΚΕΦΆΛΟΥ» ΔΙΑ ΤΗΝ ΚΑΤΑΓΡΑΦΉΝ ΣΤΟΙΧΕΊΩΝ ΤΗΣ ΘΑΛΆΣΣΗΣ bbox=[1118, 639, 1570, 672]
article-text: Ως ανεκοινώθη αρμοδίως, αι σχετικαί διατάξεις θα τεθούν εις εφαρμογήν από της προσεχούς εβδομάδος, μετά την έγκρισιν του υπουργικού συμβουλίου, δεδομένου ότι αι προβλεπόμεναι δαπάναι έχουν ήδη εξασφαλισθή εκ του τακτικού προϋπολογισμού του κράτους. bbox=[564, 800, 739, 860]
article-text: ΑΘΗΝΑΙ, 2. — Κατά την χθεσινήν συνεδρίασιν ανεκοινώθη ότι η επιτροπή θα υποβάλη το πόρισμά της εντός του μηνός, οπότε θα ληφθούν αι σχετικαί αποφάσεις υπό των αρμοδίων υπηρεσιών και θα γνωστοποιηθούν εις τους ενδιαφερομένους δια της τακτικής οδού. bbox=[8, 540, 136, 630]
coin-price: 185.00 bbox=[526, 331, 550, 342]
headline: ΈΓΙΝΕ ΚΑΚΟΠΟΙΌΣ ΔΙΑ ΝΑ ΣΤΑΔΙΟΔΡΟΜΉΣΗ ΩΣ ΚΑΛΛΙΤΈΧΝΗΣ bbox=[386, 1393, 543, 1433]
article-text: Κατά τας υπαρχούσας πληροφορίας, η κυβέρνησις προτίθεται να προβή εις την λήψιν νέων μέτρων προς αντιμετώπισιν των προβλημάτων, τα οποία ανέκυψαν κατά το τελευταίον διάστημα, καθ' όσον αι μέχρι τούδε ενέργειαι δεν απέδωσαν τα αναμενόμενα αποτελέσματα. Αι σχετικαί αποφάσεις αναμένεται να ληφθούν κατά την προσεχή συνεδρίασιν. bbox=[1118, 179, 1341, 240]
column-1 bbox=[8, 39, 365, 2314]
article-text: Κατά τας υπαρχούσας πληροφορίας, η κυβέρνησις προτίθεται να προβή εις την λήψιν νέων μέτρων προς αντιμετώπισιν των προβλημάτων, τα οποία ανέκυψαν κατά το τελευταίον διάστημα, καθ' όσον αι μέχρι τούδε ενέργειαι δεν απέδωσαν τα αναμενόμενα αποτελέσματα. Αι σχετικαί αποφάσεις αναμένεται να ληφθούν κατά την προσεχή συνεδρίασιν. bbox=[142, 1145, 365, 1205]
headline: ΧΟΡΉΓΗΣΙΝ ΣΊΤΟΥ ΑΝΤΊ ΑΛΕΎΡΟΥ ΖΗΤΟΎΝ ΟΙ ΑΓΡΌΤΑΙ bbox=[393, 979, 537, 1019]
article-text: Κατά τας υπαρχούσας πληροφορίας, η κυβέρνησις προτίθεται να προβή εις την λήψιν νέων μέτρων προς αντιμετώπισιν των προβλημάτων, τα οποία ανέκυψαν κατά το τελευταίον διάστημα, καθ' όσον αι μέχρι τούδε ενέργειαι δεν απέδωσαν τα αναμενόμενα αποτελέσματα. Αι σχετικαί αποφάσεις αναμένεται να ληφθούν κατά την προσεχή συνεδρίασιν. bbox=[929, 449, 1103, 528]
article-text: Ως ανεκοινώθη αρμοδίως, αι σχετικαί διατάξεις θα τεθούν εις εφαρμογήν από της προσεχούς εβδομάδος, μετά την έγκρισιν του υπουργικού συμβουλίου, δεδομένου ότι αι προβλεπόμεναι δαπάναι έχουν ήδη εξασφαλισθή εκ του τακτικού προϋπολογισμού του κράτους. bbox=[377, 1021, 552, 1081]
headline: ΕΙΣ ΤΑΣ ΑΘΉΝΑΣ bbox=[414, 376, 515, 390]
lead-headline: ΕΠΕΡΩΤΉΣΕΙΣ ΔΙΑ ΤΑΣ ΚΑΤΑΘΈΣΕΙΣ ΤΟΥ ΣΤΡΑΤΗΓΟΎ ΠΑΛΑΙΟΛΟΓΟΠΟΎΛΟΥ ΠΡΟΣ ΤΟΝ ΥΠΟΥΡΓΌΝ ΕΘΝΙΚΉΣ ΑΜΎΝΗΣ bbox=[585, 50, 1086, 176]
headline: Ο ΠΡΩΘΥΠΟΥΡΓΌΣ ΣΥΝΕΡΓΆΣΘΗ ΜΕ ΤΟΝ ΒΑΣΙΛΈΑ bbox=[1350, 983, 1567, 1010]
headline: ΤΡΑΥΜΑΤΊΑΙ, ΕΙΣ ΝΑΟΎΣΑΝ ΚΑΙ ΑΘΉΝΑΣ ΣΥΝΈΠΕΙΑ ΑΥΤΟΚΙΝΗΤΙΚΏΝ ΔΥΣΤΥΧΗΜΆΤΩΝ bbox=[13, 1706, 360, 1767]
article-text: Κατά τας υπαρχούσας πληροφορίας, η κυβέρνησις προτίθεται να προβή εις την λήψιν νέων μέτρων προς αντιμετώπισιν των προβλημάτων, τα οποία ανέκυψαν κατά το τελευταίον διάστημα, καθ' όσον αι μέχρι τούδε ενέργειαι δεν απέδωσαν τα αναμενόμενα αποτελέσματα. Αι σχετικαί αποφάσεις αναμένεται να ληφθούν κατά την προσεχή συνεδρίασιν. bbox=[142, 134, 365, 194]
article-text: Κατά τας υπαρχούσας πληροφορίας, η κυβέρνησις προτίθεται να προβή εις την λήψιν νέων μέτρων προς αντιμετώπισιν των προβλημάτων, τα οποία ανέκυψαν κατά το τελευταίον διάστημα, καθ' όσον αι μέχρι τούδε ενέργειαι δεν απέδωσαν τα αναμενόμενα αποτελέσματα. Αι σχετικαί αποφάσεις αναμένεται να ληφθούν κατά την προσεχή συνεδρίασιν. bbox=[1118, 855, 1341, 915]
article-text: Ως ανεκοινώθη αρμοδίως, αι σχετικαί διατάξεις θα τεθούν εις εφαρμογήν από της προσεχούς εβδομάδος, μετά την έγκρισιν του υπουργικού συμβουλίου, δεδομένου ότι αι προβλεπόμεναι δαπάναι έχουν ήδη εξασφαλισθή εκ του τακτικού προϋπολογισμού του κράτους. bbox=[749, 491, 922, 551]
headline: ΑΠΌ ΤΑ ΓΡΕΒΕΝΆ bbox=[14, 2007, 120, 2022]
article-text: ΑΘΗΝΑΙ, 2. — Κατά την χθεσινήν συνεδρίασιν ανεκοινώθη ότι η επιτροπή θα υποβάλη το πόρισμά της εντός του μηνός, οπότε θα ληφθούν αι σχετικαί αποφάσεις υπό των αρμοδίων υπηρεσιών και θα γνωστοποιηθούν εις τους ενδιαφερομένους δια της τακτικής οδού. bbox=[377, 391, 552, 452]
article-text: Κατά τας υπαρχούσας πληροφορίας, η κυβέρνησις προτίθεται να προβή εις την λήψιν νέων μέτρων προς αντιμετώπισιν των προβλημάτων, τα οποία ανέκυψαν κατά το τελευταίον διάστημα, καθ' όσον αι μέχρι τούδε ενέργειαι δεν απέδωσαν τα αναμενόμενα αποτελέσματα. Αι σχετικαί αποφάσεις αναμένεται να ληφθούν κατά την προσεχή συνεδρίασιν. bbox=[1347, 730, 1570, 790]
column-4 bbox=[1118, 39, 1570, 2314]
coin-price: 212.00 bbox=[526, 311, 550, 321]
headline: ΠΈΝΤΕ ΤΡΑΥΜΑΤΊΑΙ bbox=[218, 1772, 336, 1787]
headline: ΑΠΌ ΤΗΝ ΚΑΤΕΡΊΝΗΝ bbox=[32, 1887, 103, 1915]
article-text: Ως ανεκοινώθη αρμοδίως, αι σχετικαί διατάξεις θα τεθούν εις εφαρμογήν από της προσεχούς εβδομάδος, μετά την έγκρισιν του υπουργικού συμβουλίου, δεδομένου ότι αι προβλεπόμεναι δαπάναι έχουν ήδη εξασφαλισθή εκ του τακτικού προϋπολογισμού του κράτους. bbox=[8, 1246, 136, 1326]
coin-price-row bbox=[377, 301, 552, 312]
headline: Ο ΓΕΝΙΚΌΣ ΓΡΑΜΜΑΤΕΎΣ ΥΠΟΥΡΓΕΊΟΥ ΝΑΥΤΙΛΊΑΣ bbox=[30, 851, 114, 903]
article-text: ΑΘΗΝΑΙ, 2. — Κατά την χθεσινήν συνεδρίασιν ανεκοινώθη ότι η επιτροπή θα υποβάλη το πόρισμά της εντός του μηνός, οπότε θα ληφθούν αι σχετικαί αποφάσεις υπό των αρμοδίων υπηρεσιών και θα γνωστοποιηθούν εις τους ενδιαφερομένους δια της τακτικής οδού. bbox=[564, 1248, 739, 1308]
article-text: Κατά τας υπαρχούσας πληροφορίας, η κυβέρνησις προτίθεται να προβή εις την λήψιν νέων μέτρων προς αντιμετώπισιν των προβλημάτων, τα οποία ανέκυψαν κατά το τελευταίον διάστημα, καθ' όσον αι μέχρι τούδε ενέργειαι δεν απέδωσαν τα αναμενόμενα αποτελέσματα. Αι σχετικαί αποφάσεις αναμένεται να ληφθούν κατά την προσεχή συνεδρίασιν. bbox=[928, 1059, 1107, 1139]
article-text: Κατά τας υπαρχούσας πληροφορίας, η κυβέρνησις προτίθεται να προβή εις την λήψιν νέων μέτρων προς αντιμετώπισιν των προβλημάτων, τα οποία ανέκυψαν κατά το τελευταίον διάστημα, καθ' όσον αι μέχρι τούδε ενέργειαι δεν απέδωσαν τα αναμενόμενα αποτελέσματα. Αι σχετικαί αποφάσεις αναμένεται να ληφθούν κατά την προσεχή συνεδρίασιν. bbox=[929, 240, 1103, 319]
coin-name: Ναπολέων bbox=[379, 300, 417, 311]
coin-name: Γαλλικαί κοπής bbox=[379, 279, 435, 290]
coin-price-row bbox=[377, 352, 552, 363]
headline: ΚΑΙ ΣΤΗΝ ΘΕΣΣΑΛΟΝΊΚΗΝ bbox=[1381, 907, 1537, 922]
article-text: Κατά τας υπαρχούσας πληροφορίας, η κυβέρνησις προτίθεται να προβή εις την λήψιν νέων μέτρων προς αντιμετώπισιν των προβλημάτων, τα οποία ανέκυψαν κατά το τελευταίον διάστημα, καθ' όσον αι μέχρι τούδε ενέργειαι δεν απέδωσαν τα αναμενόμενα αποτελέσματα. Αι σχετικαί αποφάσεις αναμένεται να ληφθούν κατά την προσεχή συνεδρίασιν. bbox=[564, 717, 739, 797]
coin-price-row bbox=[377, 363, 552, 374]
article-text: Κατά τας υπαρχούσας πληροφορίας, η κυβέρνησις προτίθεται να προβή εις την λήψιν νέων μέτρων προς αντιμετώπισιν των προβλημάτων, τα οποία ανέκυψαν κατά το τελευταίον διάστημα, καθ' όσον αι μέχρι τούδε ενέργειαι δεν απέδωσαν τα αναμενόμενα αποτελέσματα. Αι σχετικαί αποφάσεις αναμένεται να ληφθούν κατά την προσεχή συνεδρίασιν. bbox=[377, 1434, 552, 1514]
article-text: ΑΘΗΝΑΙ, 2. — Κατά την χθεσινήν συνεδρίασιν ανεκοινώθη ότι η επιτροπή θα υποβάλη το πόρισμά της εντός του μηνός, οπότε θα ληφθούν αι σχετικαί αποφάσεις υπό των αρμοδίων υπηρεσιών και θα γνωστοποιηθούν εις τους ενδιαφερομένους δια της τακτικής οδού. bbox=[1118, 421, 1341, 471]
headline: ΠΆΣΑ ΕΠΙΒΆΡΥΝΣΙΣ ΤΟΥ ΚΌΣΤΟΥΣ ΘΑ ΑΠΟΘΈΧΕΤΑΙ bbox=[385, 688, 544, 716]
headline: ΑΙ ΤΙΜΑΊ ΤΗΣ ΛΊΡΑΣ ΚΑΙ ΤΩΝ ΆΛΛΩΝ ΧΡΥΣΏΝ ΝΟΜΙΣΜΆΤΩΝ bbox=[381, 165, 548, 204]
coin-name: Αγγλίας bbox=[379, 269, 407, 280]
